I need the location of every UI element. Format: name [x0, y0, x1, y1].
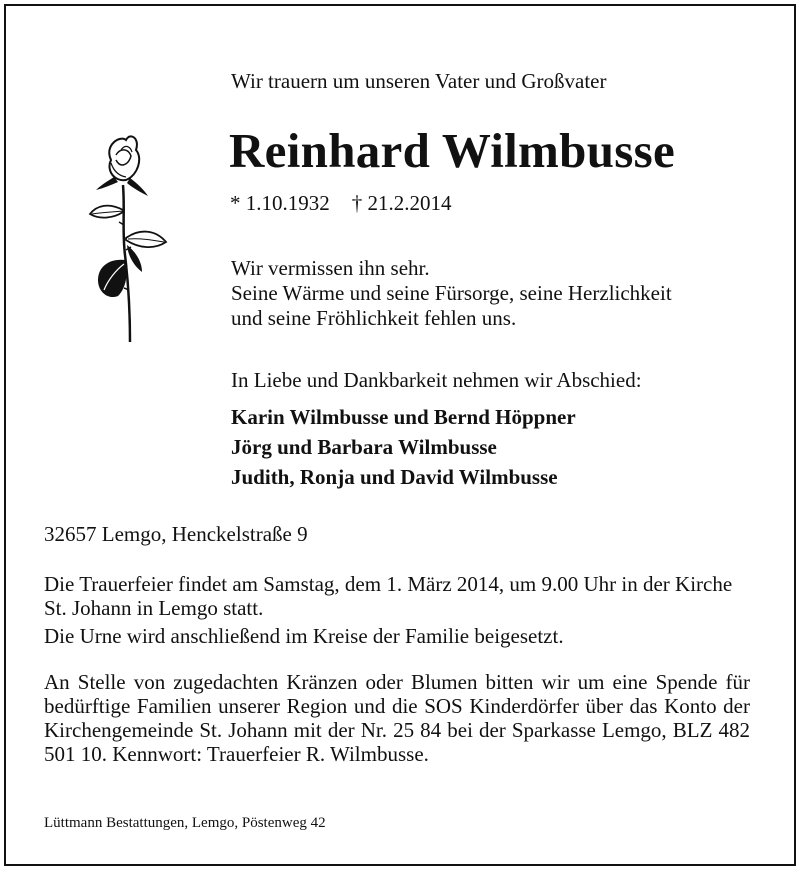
mourner-name: Karin Wilmbusse und Bernd Höppner	[231, 405, 576, 429]
rose-icon	[78, 130, 183, 345]
birth-date: * 1.10.1932	[230, 191, 330, 215]
deceased-name: Reinhard Wilmbusse	[229, 123, 676, 178]
urn-info: Die Urne wird anschließend im Kreise der Familie beigesetzt.	[44, 624, 564, 648]
remembrance-line: Wir vermissen ihn sehr.	[231, 256, 430, 280]
family-address: 32657 Lemgo, Henckelstraße 9	[44, 522, 308, 546]
farewell-line: In Liebe und Dankbarkeit nehmen wir Abschied:	[231, 368, 642, 392]
undertaker-info: Lüttmann Bestattungen, Lemgo, Pöstenweg 42	[44, 815, 326, 831]
intro-line: Wir trauern um unseren Vater und Großvater	[231, 69, 607, 93]
mourners-list	[231, 402, 576, 492]
death-date: † 21.2.2014	[351, 191, 452, 215]
remembrance-line: und seine Fröhlichkeit fehlen uns.	[231, 306, 517, 330]
mourner-name: Jörg und Barbara Wilmbusse	[231, 435, 497, 459]
mourner-name: Judith, Ronja und David Wilmbusse	[231, 465, 558, 489]
life-dates	[230, 191, 452, 216]
remembrance-text	[231, 256, 672, 331]
donation-info: An Stelle von zugedachten Kränzen oder Blumen bitten wir um eine Spende für bedürftige Familien unserer Region und die SOS Kinderdörfer über das Konto der Kirchengemeinde St. Johann mit der Nr. 25 84 bei der Sparkasse Lemgo, BLZ 482 501 10. Kennwort: Trauerfeier R. Wilmbusse.	[44, 670, 750, 766]
funeral-info: Die Trauerfeier findet am Samstag, dem 1. März 2014, um 9.00 Uhr in der Kirche St. Johann in Lemgo statt.	[44, 572, 733, 620]
remembrance-line: Seine Wärme und seine Fürsorge, seine Herzlichkeit	[231, 281, 672, 305]
